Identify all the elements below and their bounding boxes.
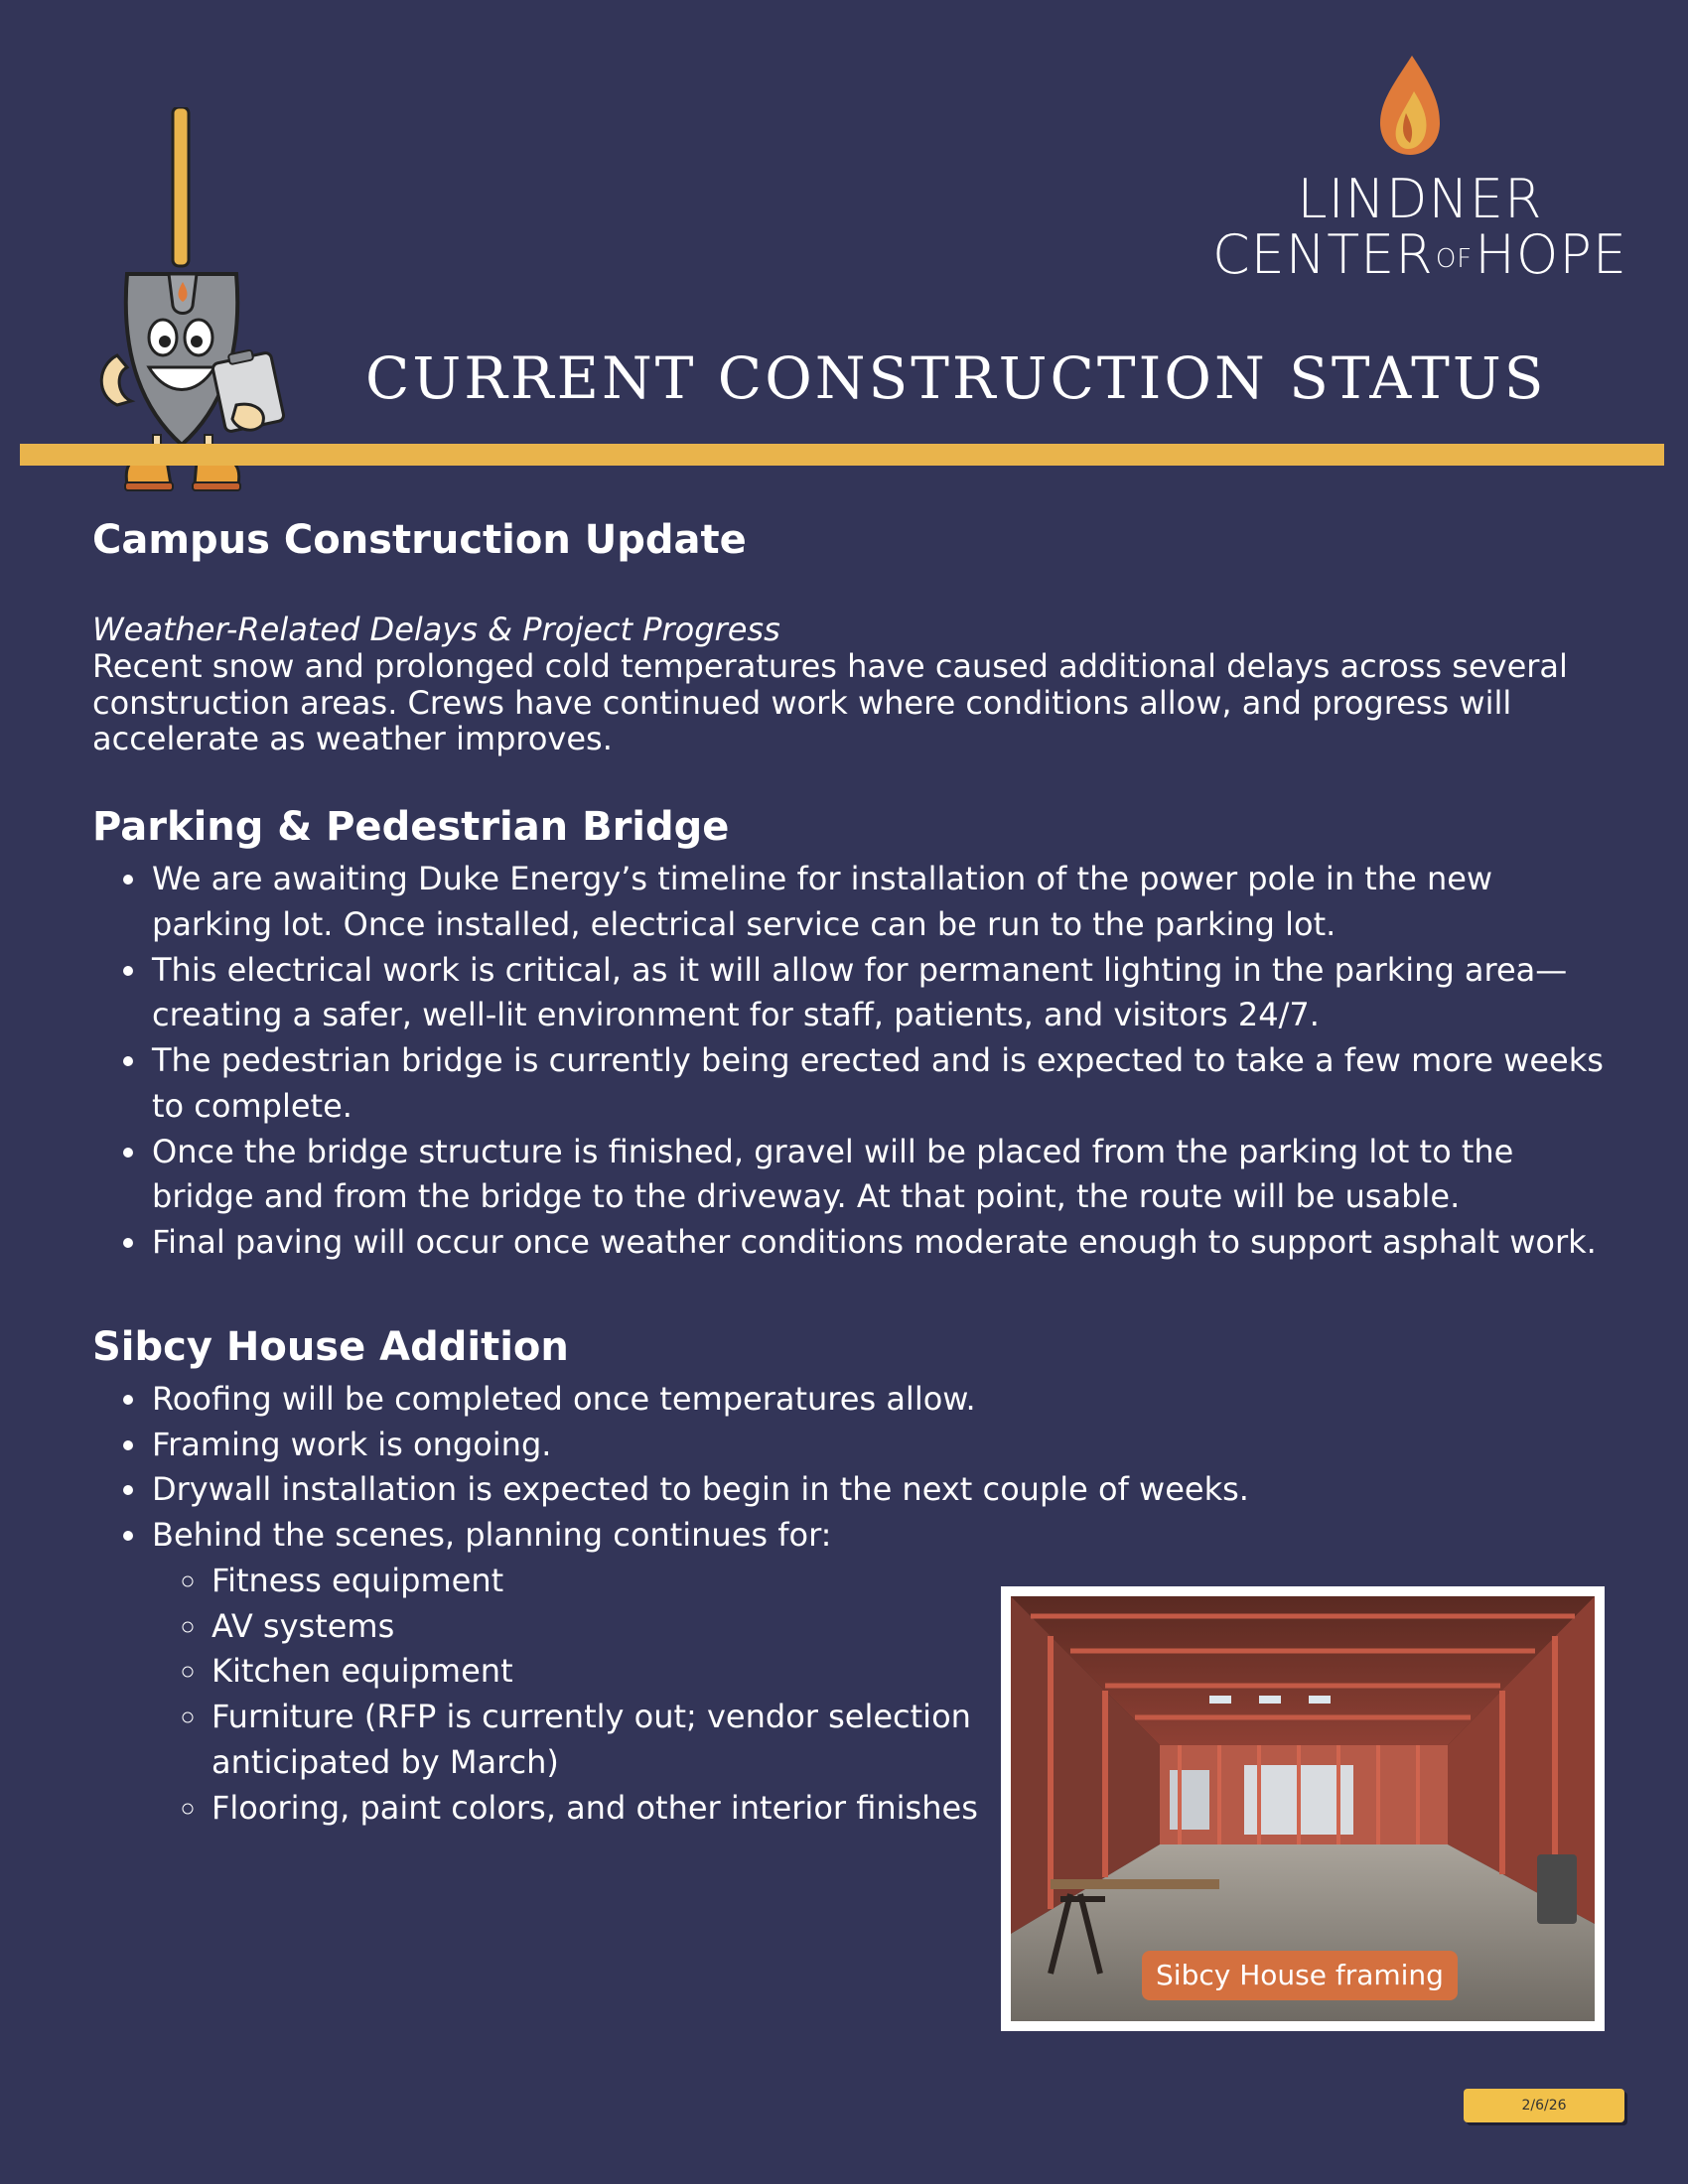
list-item: • We are awaiting Duke Energy’s timeline for installation of the power pole in the new parking lot. Once installed, electrical service can be run to the parking lot. — [150, 857, 1612, 948]
campus-update-subtitle: Weather-Related Delays & Project Progress — [92, 611, 780, 648]
sublist-item: ◦ Kitchen equipment — [210, 1649, 1612, 1695]
sibcy-addition-title: Sibcy House Addition — [92, 1323, 569, 1370]
logo-center: CENTER — [1211, 223, 1434, 286]
logo-of: OF — [1435, 244, 1474, 274]
page-title: CURRENT CONSTRUCTION STATUS — [365, 344, 1547, 412]
list-item: • The pedestrian bridge is currently being erected and is expected to take a few more weeks to complete. — [150, 1038, 1612, 1130]
list-item: • Drywall installation is expected to begin in the next couple of weeks. — [150, 1467, 1612, 1513]
sublist-item: ◦ Flooring, paint colors, and other interior finishes — [210, 1786, 1612, 1832]
logo-hope: HOPE — [1475, 223, 1628, 286]
list-item: • Framing work is ongoing. — [150, 1423, 1612, 1468]
shovel-mascot-icon — [87, 107, 306, 494]
flame-logo-icon — [1380, 56, 1440, 155]
campus-update-paragraph: Recent snow and prolonged cold temperatures have caused additional delays across several construction areas. Crews have continued work where conditions allow, and progress will accelerate as weather improves. — [92, 646, 1568, 758]
header-divider-bar — [20, 444, 1664, 466]
list-item: • Once the bridge structure is finished, gravel will be placed from the parking lot to the bridge and from the bridge to the driveway. At that point, the route will be usable. — [150, 1130, 1612, 1221]
sublist-item: ◦ Furniture (RFP is currently out; vendor selection anticipated by March) — [210, 1695, 1046, 1786]
logo-line-center-of-hope — [1192, 223, 1648, 286]
campus-update-title: Campus Construction Update — [92, 517, 747, 563]
list-item: • Final paving will occur once weather conditions moderate enough to support asphalt work. — [150, 1220, 1612, 1266]
list-item: • Roofing will be completed once temperatures allow. — [150, 1377, 1612, 1423]
sublist-item: ◦ AV systems — [210, 1604, 1612, 1650]
list-item-text: Behind the scenes, planning continues for: — [152, 1516, 832, 1555]
date-badge: 2/6/26 — [1464, 2089, 1624, 2122]
sublist-item: ◦ Fitness equipment — [210, 1559, 1612, 1604]
list-item: • This electrical work is critical, as it will allow for permanent lighting in the parking area—creating a safer, well-lit environment for staff, patients, and visitors 24/7. — [150, 948, 1612, 1039]
parking-bridge-list — [92, 857, 1612, 1266]
parking-bridge-title: Parking & Pedestrian Bridge — [92, 804, 730, 851]
photo-caption: Sibcy House framing — [1142, 1951, 1458, 2000]
logo-line-lindner: LINDNER — [1297, 168, 1543, 230]
